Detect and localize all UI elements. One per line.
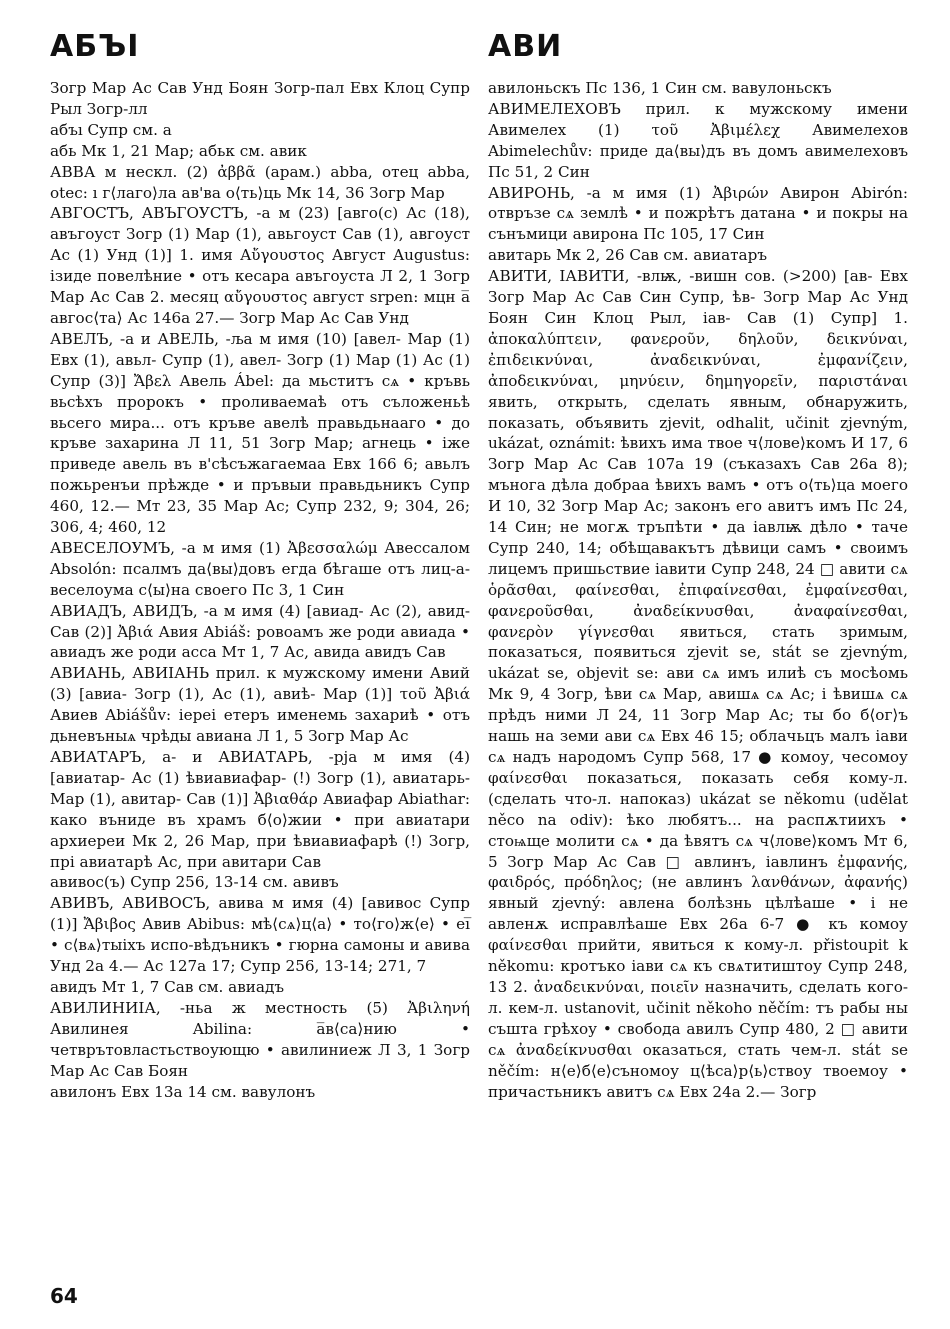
entry-aby: абъı Супр см. а: [50, 120, 172, 139]
entry-avilonsk-ref: авилоньскъ Пс 136, 1 Син см. вавулоньскъ: [488, 79, 832, 97]
entry-continuation: Зогр Мар Ас Сав Унд Боян Зогр-пал Евх Клоц Супр Рыл Зогр-лл: [50, 79, 470, 118]
running-head-right: АВИ: [488, 29, 563, 64]
entry-aviti: АВИТИ, ІАВИТИ, -влѭ, -вишн сов. (>200) [ав- Евх Зогр Мар Ас Сав Син Супр, ѣв- Зогр Мар Ас Унд Боян Син Клоц Рыл, іав- Сав (1) Супр] 1. ἀποκαλύπτειν, φανεροῦν, δηλοῦν, δεικνύναι, ἐπιδεικνύναι, ἀναδεικνύναι, ἐμφανίζειν, ἀποδεικνύναι, μηνύειν, δημηγορεῖν, παριστάναι явить, открыть, сделать явным, обнаружить, показать, объявить zjevit, odhalit, učinit zjevným, ukázat, oznámit: ѣвихъ има твое ч⟨лове⟩комъ И 17, 6 Зогр Мар Ас Сав 107а 19 (съказахъ Сав 26а 8); мънога дѣла добраа ѣвихъ вамъ • отъ о⟨ть⟩ца моего И 10, 32 Зогр Мар Ас; законъ его авитъ имъ Пс 24, 14 Син; не могѫ тръпѣти • да іавлѭ дѣло • таче Супр 240, 14; обѣщавакътъ дѣвици самъ • своимъ лицемъ пришьствие іавити Супр 248, 24 □ авити сѧ ὁρᾶσθαι, φαίνεσθαι, ἐπιφαίνεσθαι, ἐμφαίνεσθαι, φανεροῦσθαι, ἀναδείκνυσθαι, ἀναφαίνεσθαι, φανερὸν γίγνεσθαι явиться, стать зримым, показаться, появиться zjevit se, stát se zjevným, ukázat se, objevit se: ави сѧ имъ илиѣ съ мосѣомь Мк 9, 4 Зогр, ѣви сѧ Мар, авишѧ сѧ Ас; і ѣвишѧ сѧ прѣдъ ними Л 24, 11 Зогр Мар Ас; ты бо б⟨ог⟩ъ нашь на земи ави сѧ Евх 46 15; облачьцъ малъ іави сѧ надъ народомъ Супр 568, 17 ● комоу, чесомоу φαίνεσθαι показаться, показать себя кому-л. (сделать что-л. напоказ) ukázat se někomu (udělat něco na odiv): ѣко любятъ... на распѫтиихъ • стоѩще молити сѧ • да ѣвятъ сѧ ч⟨лове⟩комъ Мт 6, 5 Зогр Мар Ас Сав □ авлинъ, іавлинъ ἐμφανής, φαιδρός, πρόδηλος; (не авлинъ λανθάνων, ἀφανής) явный zjevný: авлена болѣзнь цѣлѣаше • і не авленѫ исправлѣаше Евх 26а 6-7 ● къ комоу φαίνεσθαι прийти, явиться к кому-л. přistoupit k někomu: кротъко іави сѧ къ свѧтитиштоу Супр 248, 13 2. ἀναδεικνύναι, ποιεῖν назначить, сделать кого-л. кем-л. ustanovit, učinit někoho něčím: тъ рабы ны съшта грѣхоу • свобода авилъ Супр 480, 2 □ авити сѧ ἀναδείκνυσθαι оказаться, стать чем-л. stát se něčím: н⟨е⟩б⟨е⟩съномоу ц⟨ѣса⟩р⟨ь⟩ствоу твоемоу • причастьникъ авитъ сѧ Евх 24а 2.— Зогр: [488, 267, 908, 1101]
entry-avilinia: АВИЛИНИІА, -ньа ж местность (5) Ἀβιληνή Авилинея Abilina: а̅в⟨са⟩нию • четврътовластьствоующю • авилиниеж Л 3, 1 Зогр Мар Ас Сав Боян: [50, 998, 470, 1080]
page-number: 64: [50, 1284, 78, 1308]
entry-avian: АВИАНЬ, АВИІАНЬ прил. к мужскому имени Авий (3) [авиа- Зогр (1), Ас (1), авиѣ- Мар (1)] τοῦ Ἀβιά Авиев Abiášův: іереі етеръ именемь захариѣ • отъ дьневъныѧ чрѣды авиана Л 1, 5 Зогр Мар Ас: [50, 664, 470, 746]
entry-ab: абь Мк 1, 21 Мар; абьк см. авик: [50, 141, 307, 160]
entry-avgost: АВГОСТЪ, АВЪГОУСТЪ, -а м (23) [авго(с) Ас (18), авъгоуст Зогр (1) Мар (1), авьгоуст Сав (1), авгоуст Ас (1) Унд (1)] 1. имя Αὔγουστος Август Augustus: ізиде повелѣние • отъ кесара авъгоуста Л 2, 1 Зогр Мар Ас Сав 2. месяц αὔγουστος август srpen: мцн а̅ авгос⟨та⟩ Ас 146а 27.— Зогр Мар Ас Сав Унд: [50, 204, 470, 327]
entry-aviron: АВИРОНЬ, -а м имя (1) Ἀβιρών Авирон Abirón: отвръзе сѧ землѣ • и пожрѣтъ датана • и покры на сънъмици авирона Пс 105, 17 Син: [488, 183, 908, 244]
entry-avid-ref: авидъ Мт 1, 7 Сав см. авиадъ: [50, 977, 284, 996]
left-column: [50, 30, 470, 1102]
entry-aviv: АВИВЪ, АВИВОСЪ, авива м имя (4) [авивос Супр (1)] Ἄβιβος Авив Abibus: мѣ⟨сѧ⟩ц⟨а⟩ • то⟨го⟩ж⟨е⟩ • еі̅ • с⟨вѧ⟩тыіхъ испо-вѣдъникъ • гюрна самоны и авива Унд 2а 4.— Ас 127а 17; Супр 256, 13-14; 271, 7: [50, 894, 470, 976]
entry-avivos-ref: авивос(ъ) Супр 256, 13-14 см. авивъ: [50, 873, 339, 892]
entry-aviad: АВИАДЪ, АВИДЪ, -а м имя (4) [авиад- Ас (2), авид- Сав (2)] Ἀβιά Авия Abiáš: ровоамъ же роди авиада • авиадъ же роди асса Мт 1, 7 Ас, авида авидъ Сав: [50, 601, 470, 662]
entry-avilon-ref: авилонъ Евх 13а 14 см. вавулонъ: [50, 1082, 316, 1101]
entry-avitar-ref: авитарь Мк 2, 26 Сав см. авиатаръ: [488, 246, 767, 265]
entry-avimelekhov: АВИМЕЛЕХОВЪ прил. к мужскому имени Авимелех (1) τοῦ Ἀβιμέλεχ Авимелехов Abimelechův: приде да⟨вы⟩дъ въ домъ авимелеховъ Пс 51, 2 Син: [488, 99, 908, 181]
entry-aviatar: АВИАТАРЪ, а- и АВИАТАРЬ, -рја м имя (4) [авиатар- Ас (1) ѣвиавиафар- (!) Зогр (1), авиатарь- Мар (1), авитар- Сав (1)] Ἀβιαθάρ Авиафар Abiathar: како вънидe въ храмъ б⟨о⟩жии • при авиатари архиереи Мк 2, 26 Мар, при ѣвиавиафарѣ (!) Зогр, прі авиатарѣ Ас, при авитари Сав: [50, 748, 470, 871]
entry-aveseloum: АВЕСЕЛОУМЪ, -а м имя (1) Ἀβεσσαλώμ Авессалом Absolón: псалмъ да⟨вы⟩довъ егда бѣгаше отъ лиц-а-веселоума с⟨ы⟩на своего Пс 3, 1 Син: [50, 538, 470, 599]
entry-avel: АВЕЛЪ, -а и АВЕЛЬ, -ља м имя (10) [авел- Мар (1) Евх (1), авьл- Супр (1), авел- Зогр (1) Мар (1) Ас (1) Супр (3)] Ἄβελ Авель Ábel: да мьститъ сѧ • кръвь вьсѣхъ пророкъ • проливаемаѣ отъ съложеньѣ вьсего мира... отъ кръве авелѣ правьдьнааго • до кръве захарина Л 11, 51 Зогр Мар; агнець • іже приведе авель въ в'сѣсъжагаемаа Евх 166 6; авьлъ пожьренъи прѣжде • и пръвыи правьдьникъ Супр 460, 12.— Мт 23, 35 Мар Ас; Супр 232, 9; 304, 26; 306, 4; 460, 12: [50, 329, 470, 537]
right-column: [488, 30, 908, 1102]
running-head-left: АБЪІ: [50, 29, 140, 64]
entry-avva: АВВА м нескл. (2) ἀββᾶ (арам.) abba, отец abba, otec: ı г⟨лаго⟩ла ав'ва о⟨ть⟩ць Мк 14, 36 Зогр Мар: [50, 162, 470, 202]
